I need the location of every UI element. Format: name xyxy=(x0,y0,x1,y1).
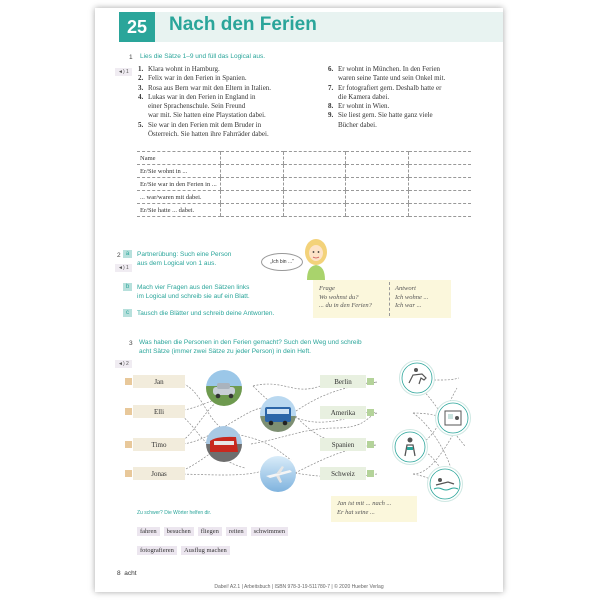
museum-icon xyxy=(435,400,471,436)
sentence-number: 7. xyxy=(328,83,334,92)
name-elli: Elli xyxy=(133,405,185,418)
audio-tag-3[interactable]: ◄) 2 xyxy=(115,360,132,368)
sentence-line: Lukas war in den Ferien in England in xyxy=(148,92,256,101)
page-number-digit: 8 xyxy=(117,570,121,577)
word-help-label: Zu schwer? Die Wörter helfen dir. xyxy=(137,510,212,516)
train-photo-icon xyxy=(206,426,242,462)
antwort-heading: Antwort xyxy=(395,285,416,292)
sentence-number: 1. xyxy=(138,65,144,73)
speech-bubble: „Ich bin ...“ xyxy=(261,253,303,271)
ex2b-line-2: im Logical und schreib sie auf ein Blatt. xyxy=(137,293,250,300)
word-reiten: reiten xyxy=(226,527,247,536)
word-schwimmen: schwimmen xyxy=(251,527,288,536)
logical-row-label: ... war/waren mit dabei. xyxy=(137,191,220,204)
sentence-line: Österreich. Sie hatten ihre Fahrräder dabei. xyxy=(148,130,269,139)
ex3-line-2: acht Sätze (immer zwei Sätze zu jeder Person) in dein Heft. xyxy=(139,348,311,355)
word-besuchen: besuchen xyxy=(164,527,194,536)
sentence-number: 8. xyxy=(328,102,334,111)
name-jonas: Jonas xyxy=(133,467,185,480)
sentence-hint-note xyxy=(331,496,417,522)
plane-photo-icon xyxy=(260,456,296,492)
sentence-line: Rosa aus Bern war mit den Eltern in Italien. xyxy=(148,83,272,92)
sentence-number: 4. xyxy=(138,92,144,101)
sentence-line: Felix war in den Ferien in Spanien. xyxy=(148,74,247,83)
ex2b-line-1: Mach vier Fragen aus den Sätzen links xyxy=(137,284,250,291)
exercise-2c-instruction: Tausch die Blätter und schreib deine Antworten. xyxy=(137,310,275,317)
sentence-number: 5. xyxy=(138,120,144,129)
sentence-number: 3. xyxy=(138,83,144,92)
sub-c-label: c xyxy=(123,309,132,317)
exercise-3-number: 3 xyxy=(129,340,133,347)
exercise-1-instruction: Lies die Sätze 1–9 und füll das Logical aus. xyxy=(140,53,266,60)
word-bank xyxy=(137,520,337,558)
page-number-word: acht xyxy=(124,570,137,577)
frage-line-1: Wo wohnst du? xyxy=(319,293,359,301)
audio-tag-2[interactable]: ◄) 1 xyxy=(115,264,132,272)
ex2a-line-1: Partnerübung: Such eine Person xyxy=(137,251,232,258)
sentence-number: 9. xyxy=(328,111,334,120)
word-fotografieren: fotografieren xyxy=(137,546,177,555)
sentence-number: 6. xyxy=(328,65,334,73)
horse-riding-icon xyxy=(399,360,435,396)
sentence-line: Er wohnt in Wien. xyxy=(338,102,390,111)
frage-line-2: ... du in den Ferien? xyxy=(319,302,372,309)
car-photo-icon xyxy=(206,370,242,406)
sub-b-label: b xyxy=(123,283,132,291)
ex3-line-1: Was haben die Personen in den Ferien gemacht? Such den Weg und schreib xyxy=(139,339,362,346)
place-amerika: Amerika xyxy=(320,406,366,419)
word-fliegen: fliegen xyxy=(198,527,222,536)
sentence-line: Sie war in den Ferien mit dem Bruder in xyxy=(148,120,262,129)
exercise-2-number: 2 xyxy=(117,252,121,259)
name-jan: Jan xyxy=(133,375,185,388)
page-title: Nach den Ferien xyxy=(169,14,317,35)
sentence-number: 2. xyxy=(138,74,144,83)
logical-row-label: Er/Sie wohnt in ... xyxy=(137,165,220,178)
hint-line-2: Er hat seine ... xyxy=(337,508,375,516)
place-spanien: Spanien xyxy=(320,438,366,451)
bus-photo-icon xyxy=(260,396,296,432)
publisher-footer: Dabei! A2.1 | Arbeitsbuch | ISBN 978-3-19-511780-7 | © 2020 Hueber Verlag xyxy=(214,584,384,590)
place-schweiz: Schweiz xyxy=(320,467,366,480)
sentence-line: Er fotografiert gern. Deshalb hatte er xyxy=(338,83,442,92)
sentence-line: Sie liest gern. Sie hatte ganz viele xyxy=(338,111,433,120)
sightseeing-icon xyxy=(392,429,428,465)
workbook-page xyxy=(95,8,503,592)
place-berlin: Berlin xyxy=(320,375,366,388)
page-number xyxy=(117,570,137,577)
word-ausflug-machen: Ausflug machen xyxy=(181,546,230,555)
ex2a-line-2: aus dem Logical von 1 aus. xyxy=(137,260,217,267)
maze-lines xyxy=(95,8,503,592)
sentence-line: die Kamera dabei. xyxy=(338,92,390,101)
sub-a-label: a xyxy=(123,250,132,258)
sentence-line: einer Sprachenschule. Sein Freund xyxy=(148,102,246,111)
sentence-line: Klara wohnt in Hamburg. xyxy=(148,65,220,73)
logical-row-label: Er/Sie hatte ... dabei. xyxy=(137,204,220,217)
audio-tag-1[interactable]: ◄) 1 xyxy=(115,68,132,76)
frage-heading: Frage xyxy=(319,285,335,292)
sentence-line: war mit. Sie hatten eine Playstation dabei. xyxy=(148,111,266,120)
hint-line-1: Jan ist mit ... nach ... xyxy=(337,500,392,507)
logical-row-label: Er/Sie war in den Ferien in ... xyxy=(137,178,220,191)
antwort-line-2: Ich war ... xyxy=(395,302,422,309)
word-fahren: fahren xyxy=(137,527,160,536)
name-timo: Timo xyxy=(133,438,185,451)
sentence-line: Bücher dabei. xyxy=(338,120,377,129)
sentence-line: waren seine Tante und sein Onkel mit. xyxy=(338,74,446,83)
sentence-line: Er wohnt in München. In den Ferien xyxy=(338,65,441,73)
lesson-number: 25 xyxy=(119,12,155,42)
exercise-1-number: 1 xyxy=(129,54,133,61)
swimming-icon xyxy=(427,466,463,502)
logical-row-label: Name xyxy=(137,152,220,165)
antwort-line-1: Ich wohne ... xyxy=(395,293,429,301)
